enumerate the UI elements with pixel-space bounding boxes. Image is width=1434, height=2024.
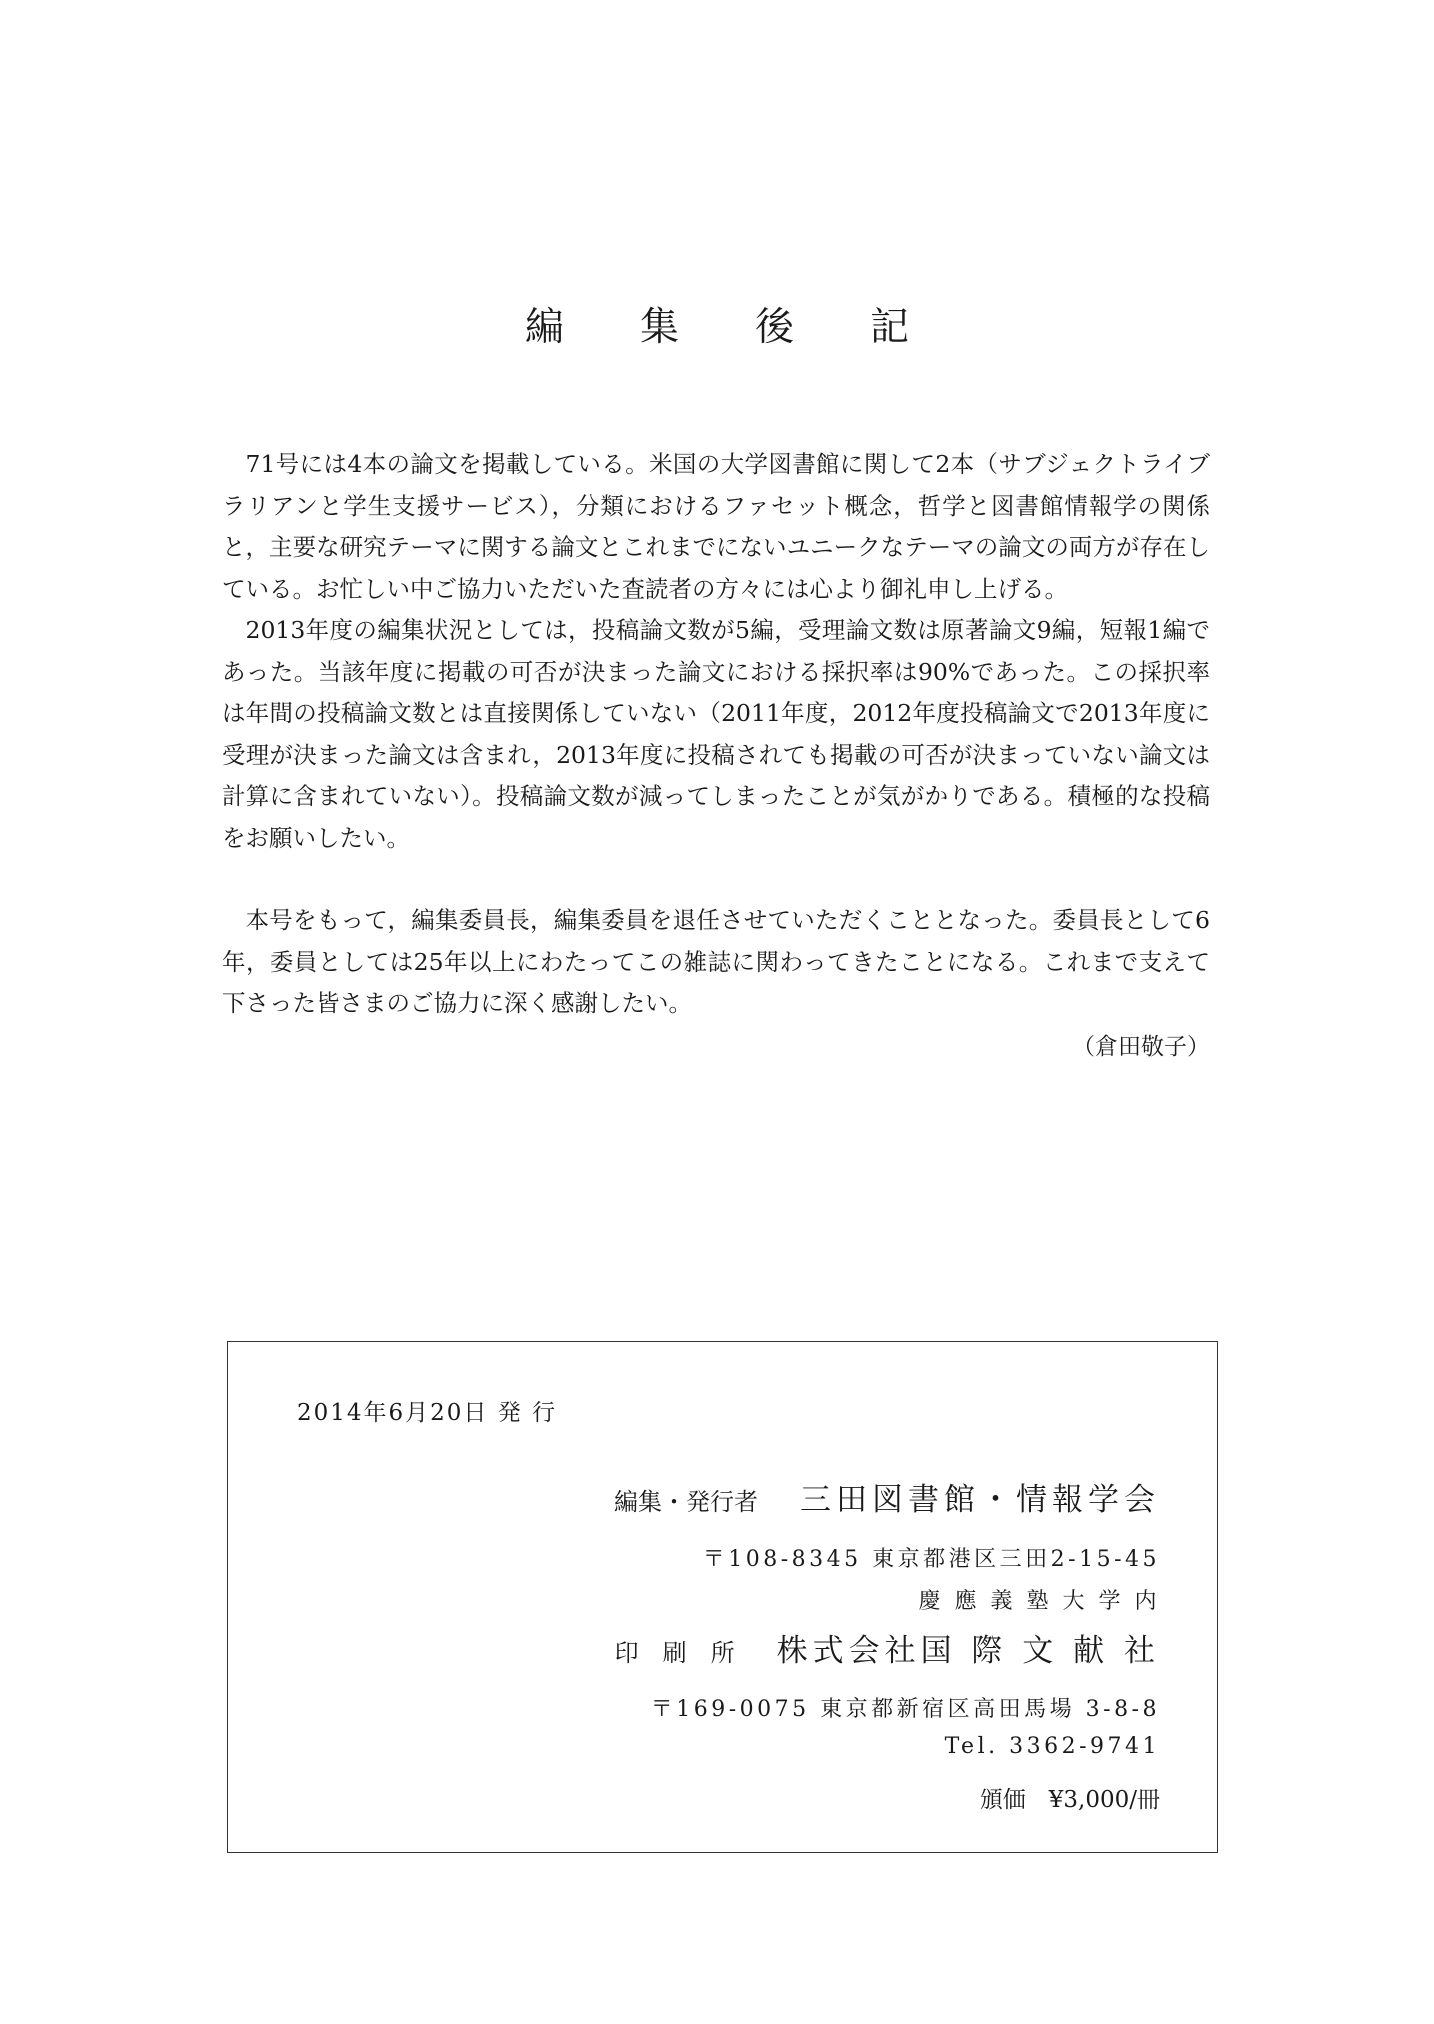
author-signature: （倉田敬子） (1072, 1033, 1210, 1060)
printer-label: 印 刷 所 (614, 1639, 735, 1667)
page-title (0, 296, 1434, 352)
issue-date: 2014年6月20日 発 行 (297, 1400, 558, 1426)
title-char: 記 (870, 305, 910, 350)
title-char: 編 (524, 305, 564, 350)
title-char: 後 (755, 305, 795, 350)
printer-name: 株式会社国 際 文 献 社 (776, 1633, 1160, 1669)
paragraph-3: 本号をもって，編集委員長，編集委員を退任させていただくこととなった。委員長として6年，委員としては25年以上にわたってこの雑誌に関わってきたことになる。これまで支えて下さった皆さまのご協力に深く感謝したい。 (222, 906, 1210, 1017)
title-char: 集 (639, 305, 679, 350)
editor-label: 編集・発行者 (614, 1488, 758, 1516)
printer-row (615, 1625, 1160, 1670)
colophon-box (227, 1341, 1218, 1853)
price: 頒価 ¥3,000/冊 (979, 1787, 1160, 1813)
editor-name: 三田図書館・情報学会 (800, 1482, 1160, 1518)
editorial-body (222, 444, 1210, 1068)
editor-address: 〒108-8345 東京都港区三田2-15-45 (702, 1547, 1160, 1572)
editor-address-2: 慶 應 義 塾 大 学 内 (918, 1589, 1160, 1614)
printer-tel: Tel. 3362-9741 (944, 1734, 1160, 1759)
paragraph-2: 2013年度の編集状況としては，投稿論文数が5編，受理論文数は原著論文9編，短報1編であった。当該年度に掲載の可否が決まった論文における採択率は90%であった。この採択率は年間の投稿論文数とは直接関係していない（2011年度，2012年度投稿論文で2013年度に受理が決まった論文は含まれ，2013年度に投稿されても掲載の可否が決まっていない論文は計算に含まれていない）。投稿論文数が減ってしまったことが気がかりである。積極的な投稿をお願いしたい。 (222, 616, 1210, 852)
printer-address: 〒169-0075 東京都新宿区高田馬場 3-8-8 (650, 1697, 1160, 1722)
paragraph-1: 71号には4本の論文を掲載している。米国の大学図書館に関して2本（サブジェクトライブラリアンと学生支援サービス），分類におけるファセット概念，哲学と図書館情報学の関係と，主要な研究テーマに関する論文とこれまでにないユニークなテーマの論文の両方が存在している。お忙しい中ご協力いただいた査読者の方々には心より御礼申し上げる。 (222, 450, 1210, 603)
editor-row (614, 1474, 1160, 1519)
